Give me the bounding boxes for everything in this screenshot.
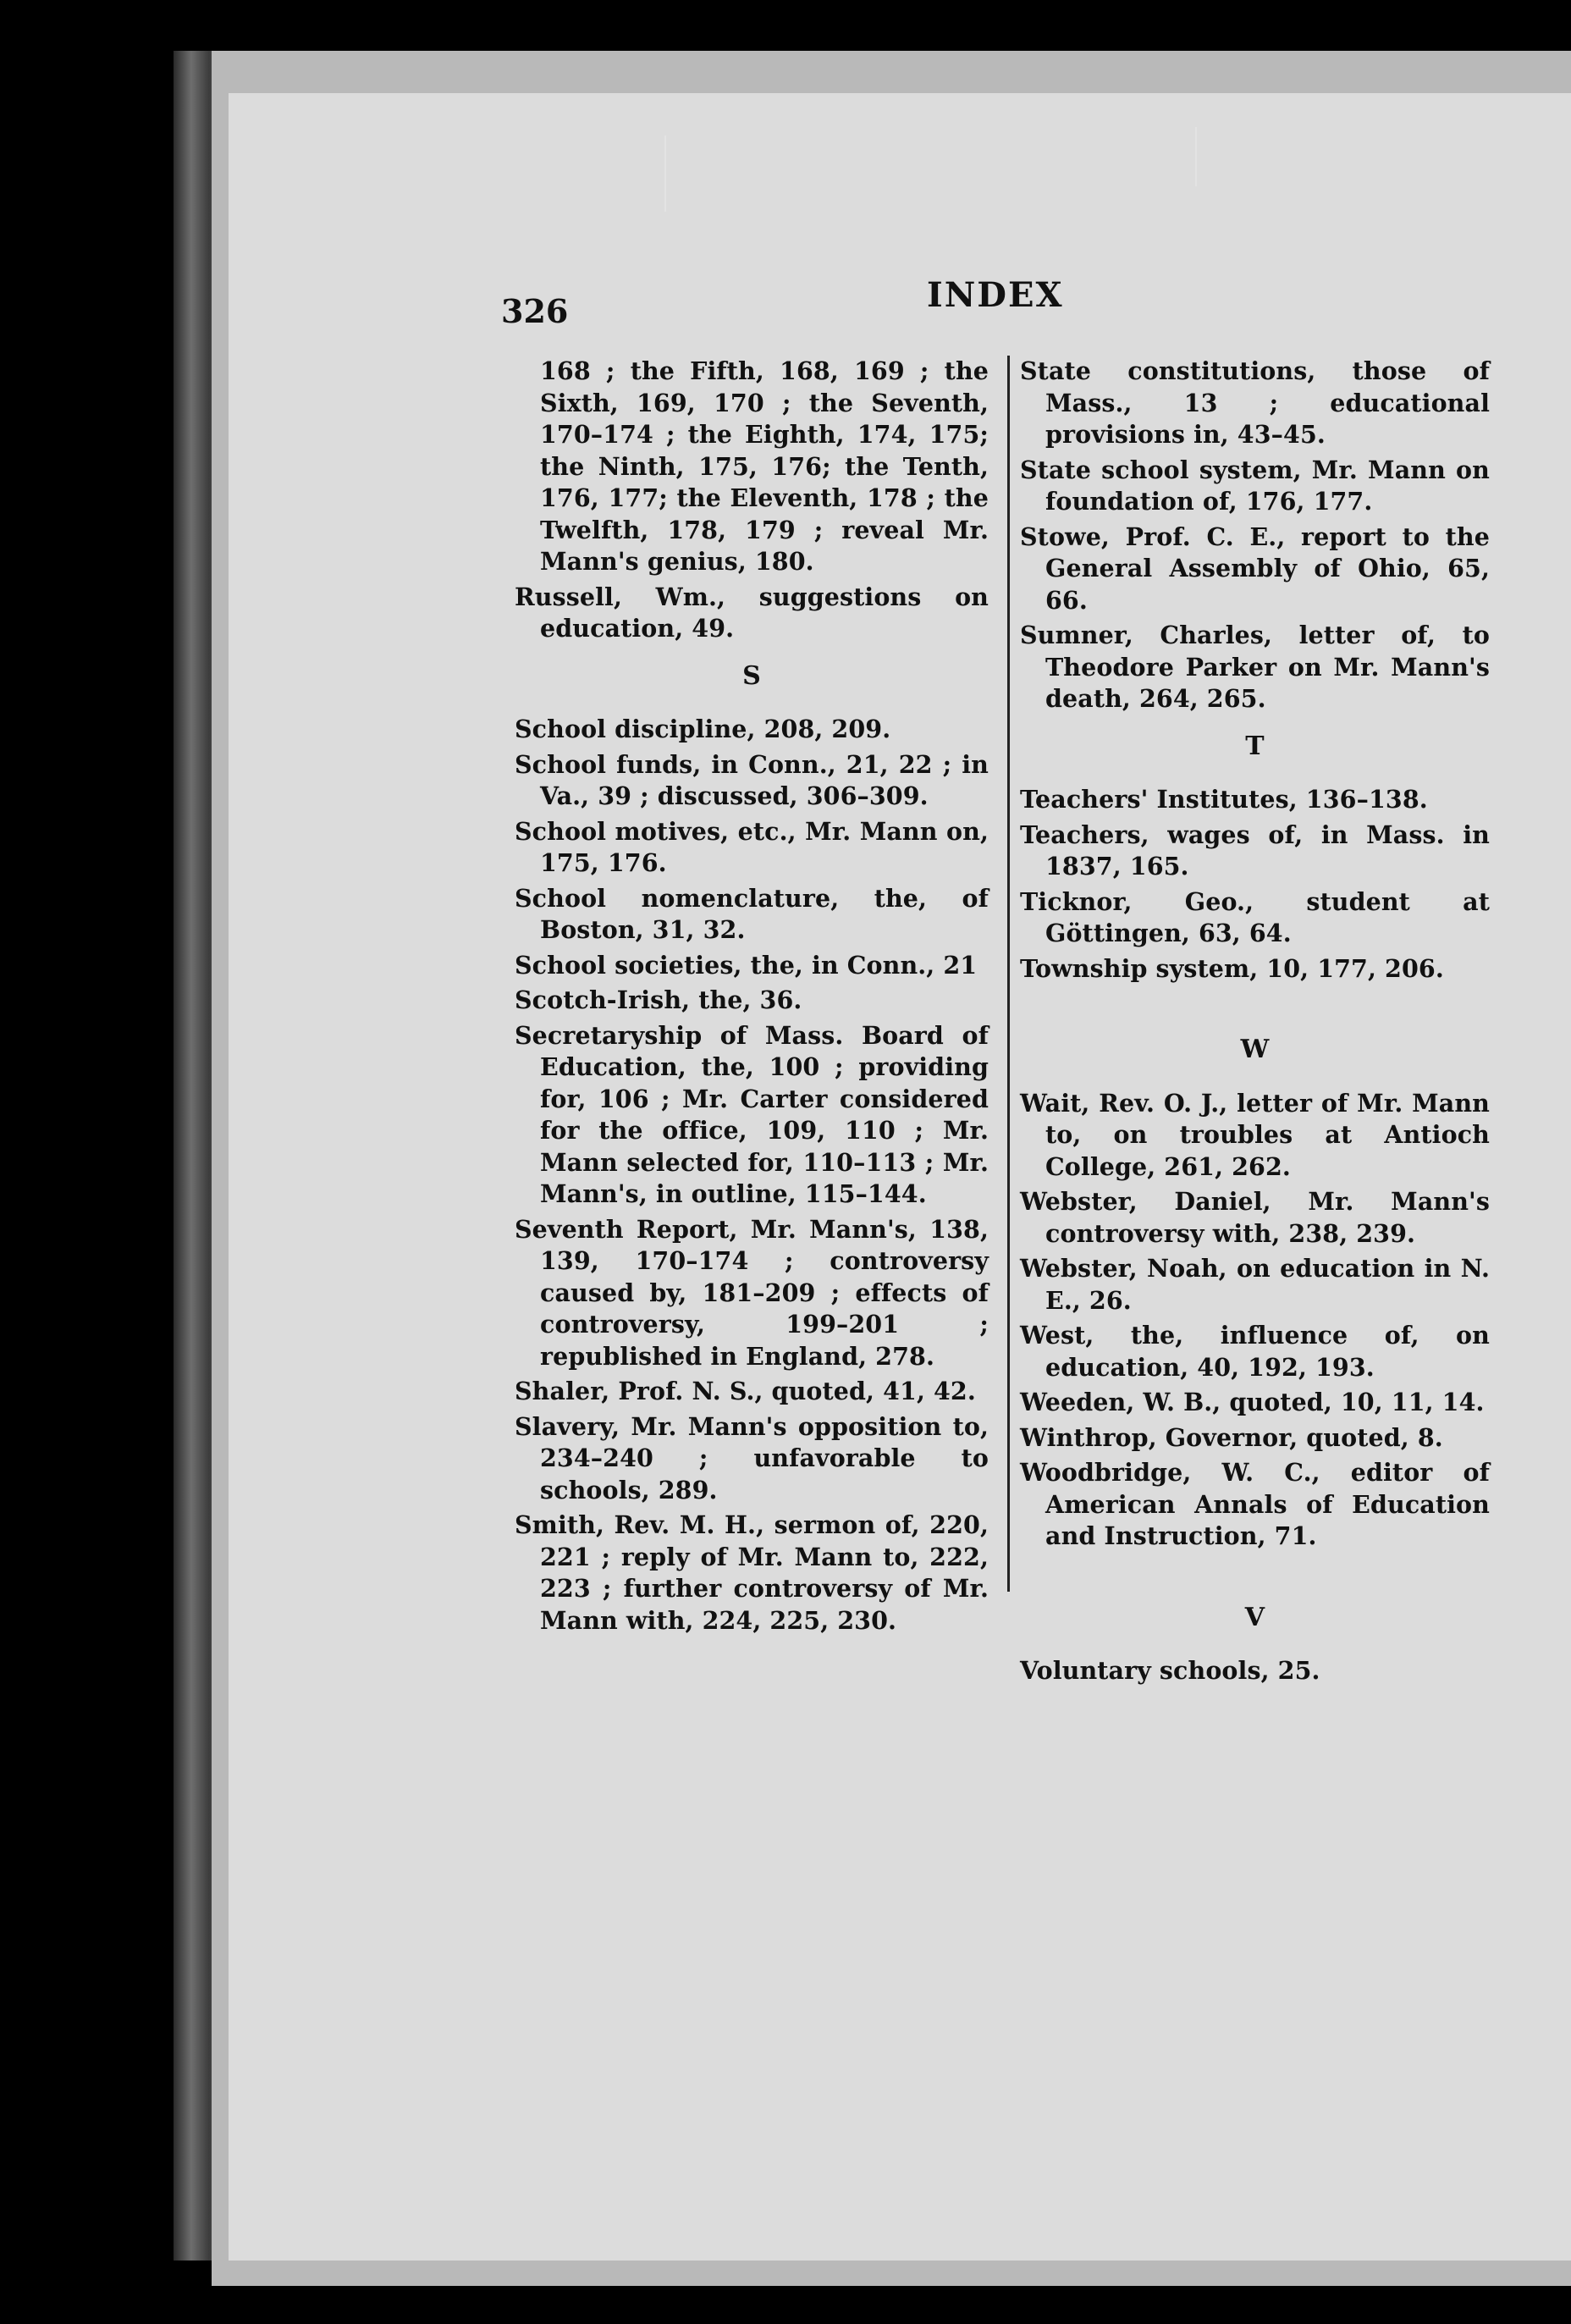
index-column-left bbox=[515, 356, 989, 1640]
index-entry: Teachers' Institutes, 136–138. bbox=[1020, 785, 1428, 814]
index-entry: School funds, in Conn., 21, 22 ; in Va., 39 ; discussed, 306–309. bbox=[515, 749, 989, 810]
section-letter: S bbox=[742, 660, 761, 691]
section-letter: V bbox=[1244, 1602, 1265, 1632]
index-entry: Secretaryship of Mass. Board of Education, the, 100 ; providing for, 106 ; Mr. Carter considered for the office, 109, 110 ; Mr. Mann selected for, 110–113 ; Mr. Mann's, in outline, 115–144. bbox=[515, 1020, 989, 1208]
index-entry: Winthrop, Governor, quoted, 8. bbox=[1020, 1422, 1443, 1452]
index-entry: Scotch-Irish, the, 36. bbox=[515, 985, 802, 1014]
index-entry: Ticknor, Geo., student at Göttingen, 63, 64. bbox=[1020, 886, 1490, 947]
index-entry: School nomenclature, the, of Boston, 31, 32. bbox=[515, 883, 989, 944]
index-entry: West, the, influence of, on education, 40, 192, 193. bbox=[1020, 1321, 1490, 1382]
index-entry: Smith, Rev. M. H., sermon of, 220, 221 ; reply of Mr. Mann to, 222, 223 ; further controversy of Mr. Mann with, 224, 225, 230. bbox=[515, 1510, 989, 1635]
page-scratch bbox=[1195, 127, 1197, 186]
running-title: INDEX bbox=[927, 275, 1064, 315]
index-entry: Seventh Report, Mr. Mann's, 138, 139, 170–174 ; controversy caused by, 181–209 ; effects of controversy, 199–201 ; republished in England, 278. bbox=[515, 1214, 989, 1371]
index-entry: Shaler, Prof. N. S., quoted, 41, 42. bbox=[515, 1377, 976, 1405]
index-entry: Sumner, Charles, letter of, to Theodore Parker on Mr. Mann's death, 264, 265. bbox=[1020, 621, 1490, 713]
index-entry: Voluntary schools, 25. bbox=[1020, 1656, 1320, 1685]
index-entry: Stowe, Prof. C. E., report to the General Assembly of Ohio, 65, 66. bbox=[1020, 522, 1490, 615]
index-entry: State constitutions, those of Mass., 13 ; educational provisions in, 43–45. bbox=[1020, 356, 1490, 449]
index-entry: School societies, the, in Conn., 21 bbox=[515, 950, 978, 980]
index-entry: Teachers, wages of, in Mass. in 1837, 165. bbox=[1020, 820, 1490, 880]
section-letter: T bbox=[1245, 731, 1265, 761]
index-entry: Wait, Rev. O. J., letter of Mr. Mann to, on troubles at Antioch College, 261, 262. bbox=[1020, 1088, 1490, 1181]
index-entry: State school system, Mr. Mann on foundation of, 176, 177. bbox=[1020, 455, 1490, 516]
index-entry: Webster, Daniel, Mr. Mann's controversy with, 238, 239. bbox=[1020, 1187, 1490, 1248]
index-entry-continuation: 168 ; the Fifth, 168, 169 ; the Sixth, 169, 170 ; the Seventh, 170–174 ; the Eighth, 174, 175; the Ninth, 175, 176; the Tenth, 176, 177; the Eleventh, 178 ; the Twelfth, 178, 179 ; reveal Mr. Mann's genius, 180. bbox=[540, 356, 989, 576]
index-column-right bbox=[1020, 356, 1490, 1691]
index-entry: Slavery, Mr. Mann's opposition to, 234–240 ; unfavorable to schools, 289. bbox=[515, 1411, 989, 1504]
index-entry: School motives, etc., Mr. Mann on, 175, 176. bbox=[515, 816, 989, 877]
index-entry: Webster, Noah, on education in N. E., 26. bbox=[1020, 1254, 1490, 1315]
index-entry: Weeden, W. B., quoted, 10, 11, 14. bbox=[1020, 1388, 1485, 1416]
index-entry: Woodbridge, W. C., editor of American Annals of Education and Instruction, 71. bbox=[1020, 1458, 1490, 1550]
index-entry: School discipline, 208, 209. bbox=[515, 715, 891, 743]
section-letter: W bbox=[1240, 1035, 1270, 1064]
index-entry: Russell, Wm., suggestions on education, 49. bbox=[515, 582, 989, 643]
page-number: 326 bbox=[501, 292, 569, 330]
column-rule bbox=[1007, 356, 1010, 1592]
index-entry: Township system, 10, 177, 206. bbox=[1020, 953, 1444, 983]
page-scratch bbox=[664, 135, 666, 212]
